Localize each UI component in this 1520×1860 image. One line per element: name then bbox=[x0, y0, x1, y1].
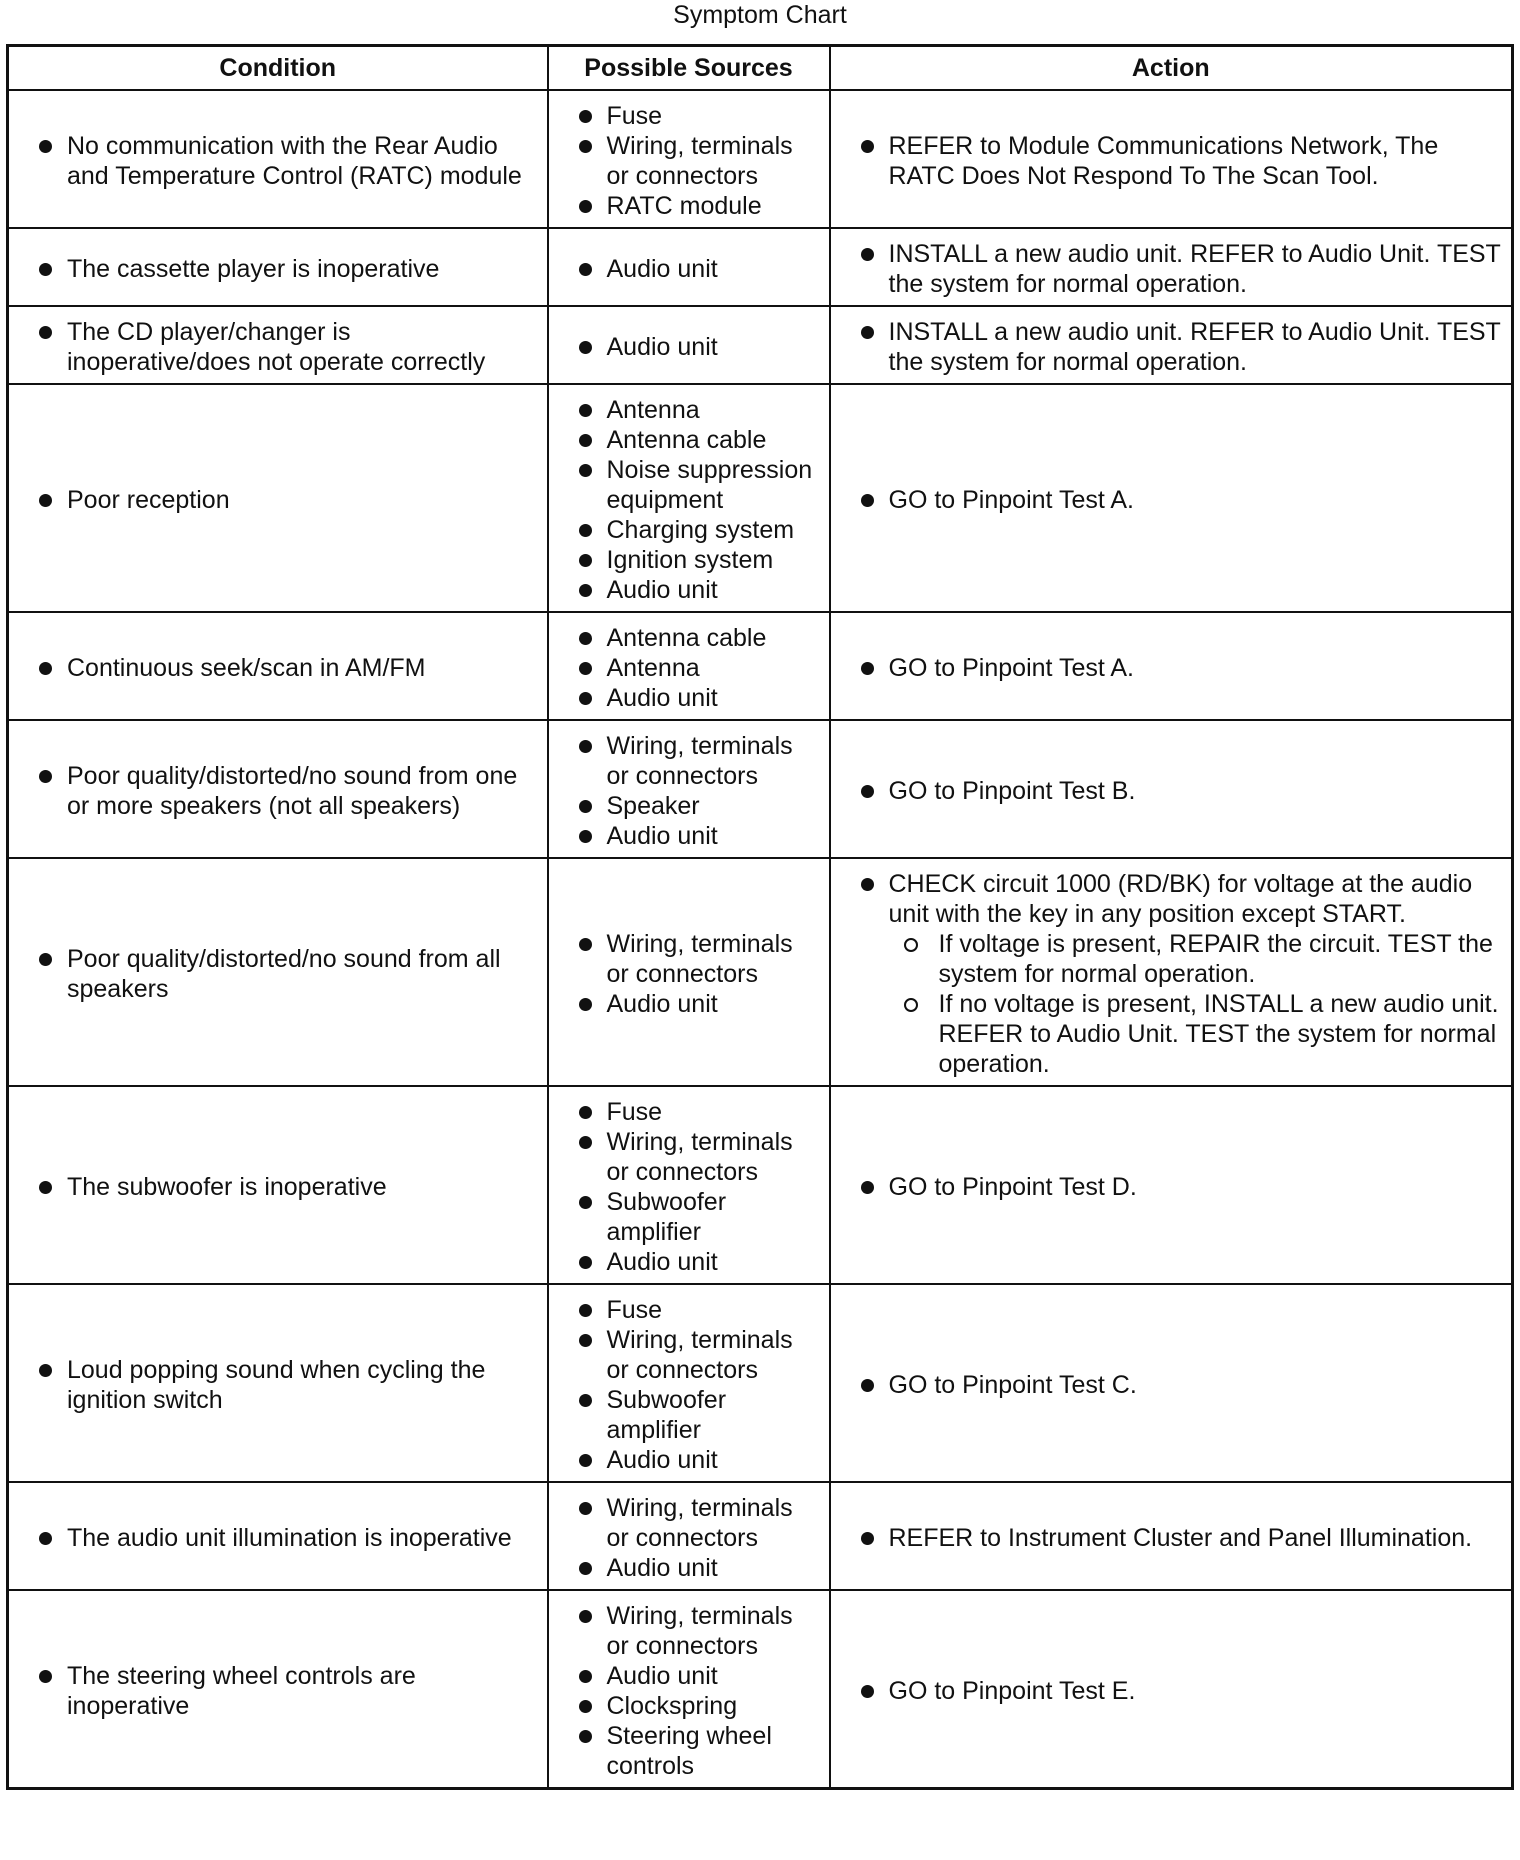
action-text: GO to Pinpoint Test B. bbox=[888, 777, 1136, 805]
condition-list bbox=[37, 1172, 537, 1202]
action-item bbox=[859, 485, 1502, 515]
action-text: GO to Pinpoint Test A. bbox=[888, 654, 1135, 682]
source-item: Clockspring bbox=[577, 1691, 819, 1721]
condition-text: No communication with the Rear Audio and Temperature Control (RATC) module bbox=[37, 131, 537, 191]
action-cell bbox=[830, 1590, 1513, 1789]
action-list bbox=[859, 1523, 1502, 1553]
action-item bbox=[859, 1172, 1502, 1202]
source-item: Fuse bbox=[577, 1295, 819, 1325]
source-item: Audio unit bbox=[577, 332, 819, 362]
action-list bbox=[859, 869, 1502, 1079]
action-sub-item: If no voltage is present, INSTALL a new audio unit. REFER to Audio Unit. TEST the system for normal operation. bbox=[889, 989, 1502, 1079]
action-list bbox=[859, 1676, 1502, 1706]
action-list bbox=[859, 485, 1502, 515]
sources-list bbox=[577, 332, 819, 362]
condition-cell bbox=[8, 384, 548, 612]
action-text: GO to Pinpoint Test C. bbox=[888, 1371, 1137, 1399]
sources-list bbox=[577, 929, 819, 1019]
condition-list bbox=[37, 1523, 537, 1553]
action-list bbox=[859, 1172, 1502, 1202]
action-item bbox=[859, 869, 1502, 1079]
sources-cell bbox=[548, 1086, 830, 1284]
action-list bbox=[859, 239, 1502, 299]
condition-text: The CD player/changer is inoperative/does not operate correctly bbox=[37, 317, 537, 377]
table-body bbox=[8, 90, 1513, 1789]
source-item: Steering wheel controls bbox=[577, 1721, 819, 1781]
condition-cell bbox=[8, 90, 548, 228]
sources-list bbox=[577, 1097, 819, 1277]
source-item: Wiring, terminals or connectors bbox=[577, 929, 819, 989]
condition-text: The cassette player is inoperative bbox=[37, 254, 537, 284]
condition-cell bbox=[8, 612, 548, 720]
source-item: Antenna cable bbox=[577, 623, 819, 653]
sources-list bbox=[577, 101, 819, 221]
source-item: Audio unit bbox=[577, 683, 819, 713]
action-list bbox=[859, 1370, 1502, 1400]
source-item: Audio unit bbox=[577, 1661, 819, 1691]
table-row bbox=[8, 90, 1513, 228]
source-item: Charging system bbox=[577, 515, 819, 545]
action-item bbox=[859, 239, 1502, 299]
symptom-table bbox=[6, 44, 1514, 1790]
condition-text: Poor quality/distorted/no sound from all speakers bbox=[37, 944, 537, 1004]
sources-list bbox=[577, 1295, 819, 1475]
source-item: Audio unit bbox=[577, 254, 819, 284]
condition-cell bbox=[8, 1482, 548, 1590]
source-item: Antenna bbox=[577, 395, 819, 425]
condition-text: Continuous seek/scan in AM/FM bbox=[37, 653, 537, 683]
condition-list bbox=[37, 254, 537, 284]
condition-list bbox=[37, 317, 537, 377]
condition-list bbox=[37, 131, 537, 191]
action-text: REFER to Module Communications Network, The RATC Does Not Respond To The Scan Tool. bbox=[888, 132, 1439, 190]
table-header bbox=[8, 46, 1513, 91]
table-row bbox=[8, 306, 1513, 384]
action-cell bbox=[830, 228, 1513, 306]
sources-cell bbox=[548, 720, 830, 858]
header-condition: Condition bbox=[8, 46, 548, 91]
action-item bbox=[859, 653, 1502, 683]
source-item: RATC module bbox=[577, 191, 819, 221]
action-text: GO to Pinpoint Test A. bbox=[888, 486, 1135, 514]
action-list bbox=[859, 317, 1502, 377]
source-item: Audio unit bbox=[577, 1247, 819, 1277]
action-item bbox=[859, 1523, 1502, 1553]
action-text: INSTALL a new audio unit. REFER to Audio Unit. TEST the system for normal operation. bbox=[888, 318, 1501, 376]
condition-cell bbox=[8, 1284, 548, 1482]
source-item: Audio unit bbox=[577, 575, 819, 605]
sources-cell bbox=[548, 90, 830, 228]
action-cell bbox=[830, 306, 1513, 384]
condition-text: Loud popping sound when cycling the ignition switch bbox=[37, 1355, 537, 1415]
table-row bbox=[8, 228, 1513, 306]
source-item: Wiring, terminals or connectors bbox=[577, 1493, 819, 1553]
sources-list bbox=[577, 395, 819, 605]
action-cell bbox=[830, 1482, 1513, 1590]
condition-cell bbox=[8, 858, 548, 1086]
condition-text: Poor reception bbox=[37, 485, 537, 515]
source-item: Audio unit bbox=[577, 821, 819, 851]
source-item: Subwoofer amplifier bbox=[577, 1187, 819, 1247]
condition-text: Poor quality/distorted/no sound from one or more speakers (not all speakers) bbox=[37, 761, 537, 821]
table-row bbox=[8, 858, 1513, 1086]
sources-list bbox=[577, 731, 819, 851]
condition-text: The audio unit illumination is inoperative bbox=[37, 1523, 537, 1553]
action-text: REFER to Instrument Cluster and Panel Illumination. bbox=[888, 1524, 1473, 1552]
action-cell bbox=[830, 1086, 1513, 1284]
sources-list bbox=[577, 254, 819, 284]
sources-list bbox=[577, 1493, 819, 1583]
source-item: Subwoofer amplifier bbox=[577, 1385, 819, 1445]
condition-list bbox=[37, 761, 537, 821]
action-cell bbox=[830, 720, 1513, 858]
source-item: Fuse bbox=[577, 101, 819, 131]
sources-list bbox=[577, 623, 819, 713]
condition-cell bbox=[8, 1590, 548, 1789]
action-text: GO to Pinpoint Test D. bbox=[888, 1173, 1137, 1201]
sources-cell bbox=[548, 1590, 830, 1789]
sources-cell bbox=[548, 306, 830, 384]
action-list bbox=[859, 776, 1502, 806]
action-item bbox=[859, 1370, 1502, 1400]
action-text: GO to Pinpoint Test E. bbox=[888, 1677, 1136, 1705]
action-list bbox=[859, 131, 1502, 191]
action-item bbox=[859, 131, 1502, 191]
source-item: Wiring, terminals or connectors bbox=[577, 731, 819, 791]
source-item: Audio unit bbox=[577, 1445, 819, 1475]
source-item: Antenna bbox=[577, 653, 819, 683]
action-sub-item: If voltage is present, REPAIR the circuit. TEST the system for normal operation. bbox=[889, 929, 1502, 989]
condition-list bbox=[37, 1355, 537, 1415]
action-text: CHECK circuit 1000 (RD/BK) for voltage at the audio unit with the key in any position except START. bbox=[888, 870, 1473, 928]
condition-cell bbox=[8, 306, 548, 384]
sources-cell bbox=[548, 228, 830, 306]
condition-list bbox=[37, 653, 537, 683]
condition-text: The subwoofer is inoperative bbox=[37, 1172, 537, 1202]
page-title: Symptom Chart bbox=[673, 1, 847, 29]
sources-cell bbox=[548, 384, 830, 612]
table-row bbox=[8, 1086, 1513, 1284]
source-item: Noise suppression equipment bbox=[577, 455, 819, 515]
header-action: Action bbox=[830, 46, 1513, 91]
sources-cell bbox=[548, 1284, 830, 1482]
action-list bbox=[859, 653, 1502, 683]
sources-list bbox=[577, 1601, 819, 1781]
table-row bbox=[8, 612, 1513, 720]
sources-cell bbox=[548, 1482, 830, 1590]
source-item: Wiring, terminals or connectors bbox=[577, 1127, 819, 1187]
condition-cell bbox=[8, 720, 548, 858]
condition-cell bbox=[8, 228, 548, 306]
header-row bbox=[8, 46, 1513, 91]
header-possible-sources: Possible Sources bbox=[548, 46, 830, 91]
source-item: Speaker bbox=[577, 791, 819, 821]
action-item bbox=[859, 317, 1502, 377]
action-text: INSTALL a new audio unit. REFER to Audio Unit. TEST the system for normal operation. bbox=[888, 240, 1501, 298]
source-item: Fuse bbox=[577, 1097, 819, 1127]
source-item: Wiring, terminals or connectors bbox=[577, 1601, 819, 1661]
source-item: Audio unit bbox=[577, 1553, 819, 1583]
action-cell bbox=[830, 858, 1513, 1086]
condition-cell bbox=[8, 1086, 548, 1284]
table-row bbox=[8, 1482, 1513, 1590]
source-item: Antenna cable bbox=[577, 425, 819, 455]
condition-list bbox=[37, 485, 537, 515]
condition-list bbox=[37, 1661, 537, 1721]
action-cell bbox=[830, 612, 1513, 720]
action-sub-list bbox=[889, 929, 1502, 1079]
source-item: Audio unit bbox=[577, 989, 819, 1019]
sources-cell bbox=[548, 612, 830, 720]
condition-text: The steering wheel controls are inoperative bbox=[37, 1661, 537, 1721]
action-cell bbox=[830, 384, 1513, 612]
table-row bbox=[8, 720, 1513, 858]
table-row bbox=[8, 1590, 1513, 1789]
action-item bbox=[859, 776, 1502, 806]
condition-list bbox=[37, 944, 537, 1004]
source-item: Wiring, terminals or connectors bbox=[577, 131, 819, 191]
table-row bbox=[8, 384, 1513, 612]
source-item: Wiring, terminals or connectors bbox=[577, 1325, 819, 1385]
table-row bbox=[8, 1284, 1513, 1482]
action-cell bbox=[830, 1284, 1513, 1482]
sources-cell bbox=[548, 858, 830, 1086]
action-item bbox=[859, 1676, 1502, 1706]
action-cell bbox=[830, 90, 1513, 228]
source-item: Ignition system bbox=[577, 545, 819, 575]
